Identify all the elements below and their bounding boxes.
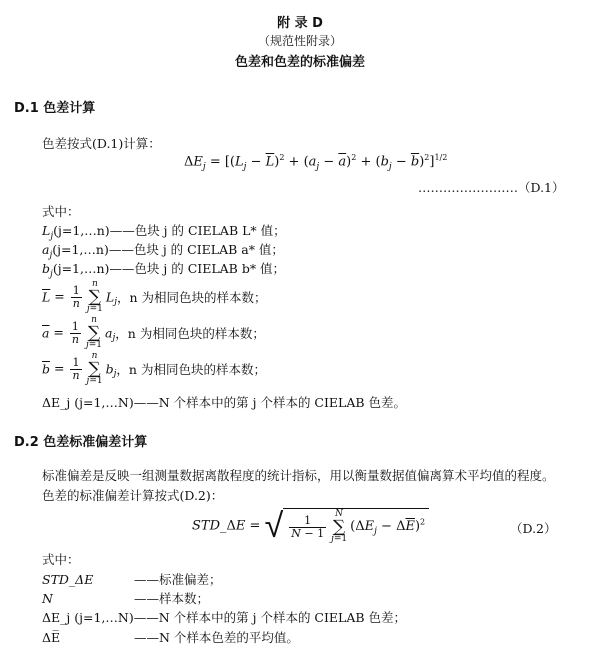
formula-d2: STD_ΔE = √ $\frac{1}{N - 1}$ N ∑ $j=1(\Delta E_j - \Delta\overline{E})^2$ — [192, 508, 429, 544]
def-a: $a_j(j=1,\dots n)——$色块 j 的 CIELAB a* 值； — [42, 242, 284, 261]
mean-L: $\overline{L}$ = $\frac{1}{n}$ n ∑ $j=1L_j$，n 为相同色块的样本数； — [42, 279, 267, 314]
def-std: STD_ΔE ——标准偏差； — [42, 572, 222, 587]
formula-d1: $\Delta E_j = [(L_j - \overline{L})^2 + (a_j - \overline{a})^2 + (b_j - \overline{b})^2]^{1/2}$ — [184, 153, 448, 172]
def-delta-ej: ΔE_j (j=1,…N)——N 个样本中的第 j 个样本的 CIELAB 色差； — [42, 610, 407, 625]
d2-where: 式中： — [42, 552, 80, 567]
annex-type: （规范性附录） — [257, 34, 342, 48]
d1-where: 式中： — [42, 204, 80, 219]
d1-intro: 色差按式(D.1)计算： — [42, 136, 161, 151]
def-L: $L_j(j=1,\dots n)——$色块 j 的 CIELAB L* 值； — [42, 223, 286, 242]
annex-title: 附 录 D — [277, 16, 323, 31]
def-delta-e: ΔE_j (j=1,…N)——N 个样本中的第 j 个样本的 CIELAB 色差。 — [42, 395, 407, 410]
def-b: $b_j(j=1,\dots n)——$色块 j 的 CIELAB b* 值； — [42, 261, 286, 280]
section-d1-heading: D.1 色差计算 — [14, 101, 96, 116]
section-d2-heading: D.2 色差标准偏差计算 — [14, 435, 148, 450]
formula-d2-label: （D.2） — [510, 521, 557, 536]
def-mean-delta-e: ΔE̅ ——N 个样本色差的平均值。 — [42, 630, 299, 645]
d2-para1: 标准偏差是反映一组测量数据离散程度的统计指标，用以衡量数据值偏离算术平均值的程度。 — [42, 468, 555, 483]
mean-b: $\overline{b}$ = $\frac{1}{n}$ n ∑ $j=1b_j$，n 为相同色块的样本数； — [42, 351, 266, 386]
def-n: N ——样本数； — [42, 591, 210, 606]
mean-a: $\overline{a}$ = $\frac{1}{n}$ n ∑ $j=1a_j$，n 为相同色块的样本数； — [42, 315, 265, 350]
annex-name: 色差和色差的标准偏差 — [234, 55, 365, 70]
formula-d1-label: ……………………（D.1） — [418, 180, 565, 195]
d2-para2: 色差的标准偏差计算按式(D.2)： — [42, 488, 224, 503]
